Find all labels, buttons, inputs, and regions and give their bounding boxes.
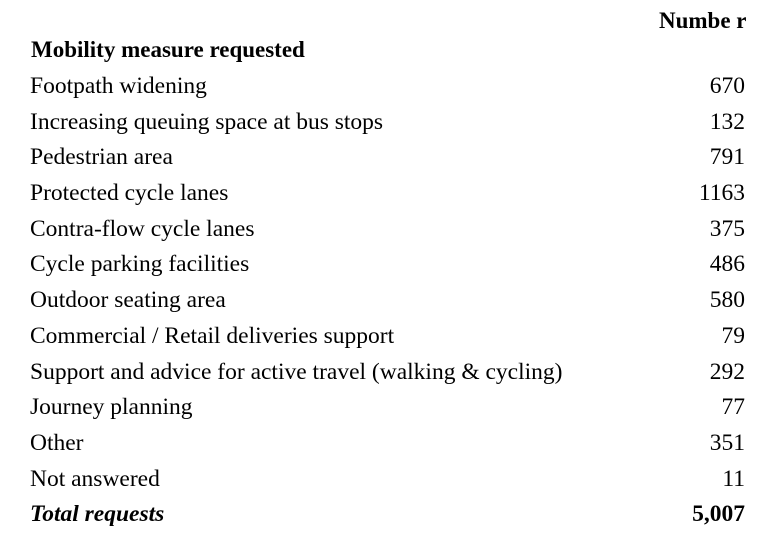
table-row	[30, 461, 748, 497]
row-label: Outdoor seating area	[30, 287, 226, 314]
row-value: 77	[721, 394, 745, 421]
row-value: 375	[709, 215, 745, 242]
row-label: Commercial / Retail deliveries support	[30, 322, 395, 349]
row-label: Cycle parking facilities	[30, 251, 250, 278]
row-value: 292	[709, 358, 745, 385]
row-value: 11	[722, 465, 745, 492]
table-row	[30, 282, 748, 318]
table-row	[30, 389, 748, 425]
row-value: 79	[721, 322, 745, 349]
table-row	[30, 104, 748, 140]
row-label: Other	[30, 429, 84, 456]
row-value: 670	[709, 73, 745, 99]
table-header	[30, 4, 748, 68]
row-value: 1163	[698, 180, 745, 207]
row-value: 580	[709, 287, 745, 314]
total-value: 5,007	[692, 501, 745, 528]
table-row	[30, 211, 748, 247]
row-label: Pedestrian area	[30, 144, 173, 171]
row-label: Journey planning	[30, 394, 193, 421]
row-label: Not answered	[30, 465, 160, 492]
row-value: 486	[709, 251, 745, 278]
total-label: Total requests	[30, 501, 165, 528]
table-row	[30, 425, 748, 461]
row-value: 791	[709, 144, 745, 171]
row-value: 351	[709, 429, 745, 456]
table-row	[30, 318, 748, 354]
total-row	[30, 496, 748, 532]
row-label: Protected cycle lanes	[30, 180, 229, 207]
table-row	[30, 354, 748, 390]
row-label: Support and advice for active travel (walking & cycling)	[30, 358, 563, 385]
row-label: Increasing queuing space at bus stops	[30, 108, 384, 135]
column-header-number: Numbe r	[659, 8, 747, 33]
table-row	[30, 139, 748, 175]
table-row	[30, 68, 748, 104]
table-row	[30, 175, 748, 211]
row-label: Contra-flow cycle lanes	[30, 215, 255, 242]
column-header-measure: Mobility measure requested	[31, 37, 305, 62]
row-label: Footpath widening	[30, 73, 207, 99]
table-row	[30, 246, 748, 282]
row-value: 132	[709, 108, 745, 135]
mobility-requests-table	[30, 4, 748, 532]
